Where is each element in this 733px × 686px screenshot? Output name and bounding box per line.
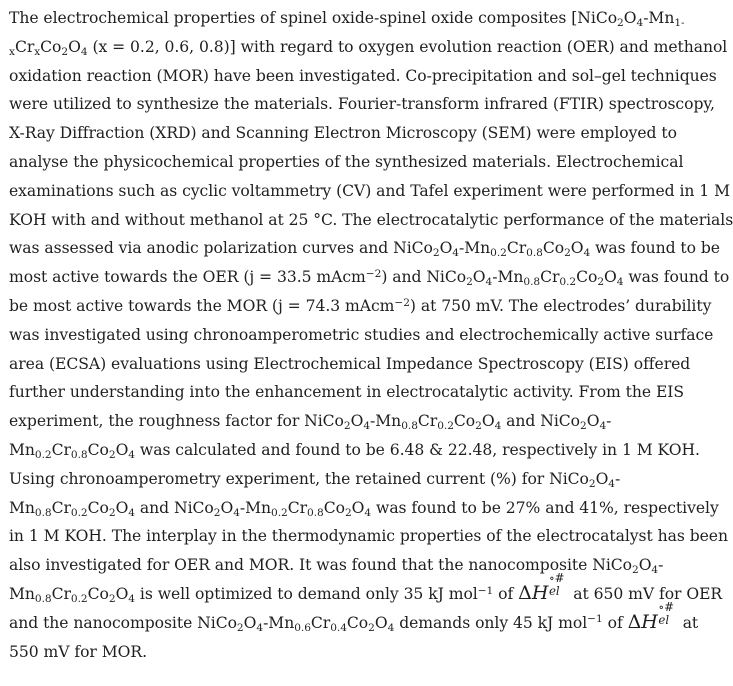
text-run: Co <box>40 37 62 56</box>
subscript: 2 <box>344 506 352 519</box>
text-run: O <box>481 412 495 431</box>
text-run: was found to be 27% and 41%, respectively <box>371 498 719 517</box>
abstract-line <box>9 206 733 235</box>
subscript: 4 <box>583 247 591 260</box>
text-run: O <box>220 498 234 517</box>
subscript: 2 <box>475 420 482 433</box>
text-run: oxidation reaction (MOR) have been investigated. Co-precipitation and sol–gel techniques <box>9 66 717 85</box>
subscript: 2 <box>466 276 473 289</box>
subscript: 4 <box>363 420 371 433</box>
text-run: is well optimized to demand only 35 kJ mol <box>135 584 478 603</box>
subscript: 2 <box>580 420 587 433</box>
text-run: X-Ray Diffraction (XRD) and Scanning Electron Microscopy (SEM) were employed to <box>9 124 677 143</box>
subscript: 2 <box>597 276 605 289</box>
text-run: Co <box>323 498 345 517</box>
text-run: Co <box>87 584 109 603</box>
text-run: analyse the physicochemical properties of the synthesized materials. Electrochemical <box>9 152 684 171</box>
subscript: 0.2 <box>34 448 52 461</box>
abstract-line <box>9 638 714 667</box>
text-run: Cr <box>540 268 560 287</box>
text-run: most active towards the OER (j = 33.5 mAcm <box>9 268 366 287</box>
text-run: be most active towards the MOR (j = 74.3 mAcm <box>9 296 395 315</box>
abstract-line <box>9 551 714 580</box>
math-delta: Δ <box>518 581 532 604</box>
text-run: Co <box>87 440 109 459</box>
abstract-line <box>9 350 714 379</box>
text-run: Mn <box>9 440 35 459</box>
text-run: O <box>604 268 617 287</box>
subscript: 0.8 <box>526 247 543 260</box>
subscript: 2 <box>213 506 221 519</box>
subscript: 2 <box>631 564 639 577</box>
text-run: O <box>115 498 129 517</box>
text-run: -Mn <box>263 613 295 632</box>
abstract-line <box>9 263 730 292</box>
subscript: x <box>34 45 41 58</box>
text-run: further understanding into the enhancement in electrocatalytic activity. From the EIS <box>9 383 685 402</box>
subscript: 0.8 <box>70 448 88 461</box>
math-letter: H <box>641 610 658 633</box>
text-run: of <box>493 584 519 603</box>
subscript: 2 <box>617 16 624 29</box>
subscript: 4 <box>128 448 135 461</box>
text-run: was investigated using chronoamperometric studies and electrochemically active surface <box>9 325 714 344</box>
text-run: O <box>586 412 600 431</box>
text-run: -Mn <box>643 9 675 27</box>
text-run: was found to be <box>590 239 720 258</box>
abstract-line <box>9 321 714 350</box>
text-run: Mn <box>9 584 35 603</box>
text-run: area (ECSA) evaluations using Electrochemical Impedance Spectroscopy (EIS) offered <box>9 354 691 373</box>
text-run: and NiCo <box>501 412 581 431</box>
text-run: ) at 750 mV. The electrodes’ durability <box>409 296 712 315</box>
text-run: -Mn <box>492 268 524 287</box>
text-run: O <box>374 613 388 632</box>
subscript: 4 <box>599 420 607 433</box>
subscript: 2 <box>108 448 116 461</box>
abstract-line <box>9 177 731 206</box>
text-run: Co <box>576 268 598 287</box>
subscript: 0.2 <box>271 506 288 519</box>
text-run: O <box>439 239 453 258</box>
text-run: O <box>638 556 652 575</box>
subscript: 0.2 <box>490 247 507 260</box>
abstract-line <box>9 62 717 91</box>
text-run: O <box>350 412 364 431</box>
subscript: 4 <box>233 506 240 519</box>
subscript: 4 <box>364 506 372 519</box>
text-run: O <box>623 9 637 27</box>
subscript: 0.2 <box>70 592 88 605</box>
subscript: 4 <box>494 420 502 433</box>
subscript: 4 <box>128 506 135 519</box>
text-run: also investigated for OER and MOR. It was found that the nanocomposite NiCo <box>9 556 632 575</box>
text-run: ) and NiCo <box>381 268 467 287</box>
text-run: Cr <box>310 613 331 632</box>
text-run: was found to <box>623 268 730 287</box>
subscript: 0.6 <box>294 621 311 634</box>
text-run: in 1 M KOH. The interplay in the thermodynamic properties of the electrocatalyst has been <box>9 527 728 546</box>
text-run: KOH with and without methanol at 25 °C. The electrocatalytic performance of the materials <box>9 210 733 229</box>
text-run: Cr <box>506 239 527 258</box>
abstract-line <box>9 4 714 33</box>
text-run: were utilized to synthesize the materials. Fourier-transform infrared (FTIR) spectroscopy, <box>9 95 715 114</box>
text-run: experiment, the roughness factor for NiCo <box>9 412 344 431</box>
superscript: −1 <box>587 613 603 626</box>
text-run: Mn <box>9 498 35 517</box>
abstract-line <box>9 571 723 609</box>
text-run: -Mn <box>459 239 491 258</box>
subscript: 4 <box>128 592 135 605</box>
text-run: demands only 45 kJ mol <box>394 613 588 632</box>
text-run: examinations such as cyclic voltammetry (CV) and Tafel experiment were performed in 1 M <box>9 181 731 200</box>
text-run: at <box>677 613 699 632</box>
abstract-line <box>9 148 714 177</box>
subscript: 0.8 <box>307 506 324 519</box>
subscript: 4 <box>608 477 615 490</box>
abstract-line <box>9 33 728 62</box>
subscript: 4 <box>387 621 395 634</box>
subscript: 4 <box>651 564 659 577</box>
subscript: 0.2 <box>559 276 577 289</box>
subscript: 2 <box>61 45 69 58</box>
text-run: O <box>68 37 81 56</box>
text-run: O <box>472 268 486 287</box>
subscript: 4 <box>256 621 264 634</box>
subscript: 0.8 <box>523 276 541 289</box>
math-subscript: el <box>548 584 560 599</box>
subscript: 4 <box>616 276 624 289</box>
abstract-line <box>9 292 714 321</box>
text-run: - <box>658 556 664 575</box>
subscript: 2 <box>343 420 351 433</box>
text-run: O <box>115 584 129 603</box>
abstract-line <box>9 119 714 148</box>
subscript: 2 <box>564 247 571 260</box>
subscript: 2 <box>236 621 244 634</box>
subscript: 0.2 <box>70 506 88 519</box>
text-run: O <box>115 440 129 459</box>
text-run: - <box>615 469 621 488</box>
abstract-line <box>9 378 714 407</box>
subscript: 2 <box>108 506 116 519</box>
text-run: -Mn <box>239 498 272 517</box>
abstract-line <box>9 494 719 523</box>
subscript: 2 <box>368 621 375 634</box>
text-run: Cr <box>51 584 71 603</box>
text-run: Cr <box>14 37 35 56</box>
math-subscript: el <box>658 613 670 628</box>
math-script-stack <box>548 571 568 599</box>
subscript: 4 <box>452 247 459 260</box>
subscript: 0.4 <box>330 621 347 634</box>
text-run: O <box>570 239 584 258</box>
text-run: O <box>595 469 609 488</box>
text-run: 550 mV for MOR. <box>9 642 147 661</box>
subscript: 2 <box>588 477 596 490</box>
superscript: −2 <box>394 296 410 309</box>
abstract-line <box>9 522 728 551</box>
math-script-stack <box>658 600 678 628</box>
abstract-line <box>9 90 714 119</box>
text-run: was assessed via anodic polarization curves and NiCo <box>9 239 433 258</box>
abstract-line <box>9 465 714 494</box>
text-run: at 650 mV for OER <box>568 584 723 603</box>
superscript: −2 <box>365 267 382 280</box>
math-superscript: ∘# <box>658 600 674 615</box>
text-run: Cr <box>51 440 71 459</box>
text-run: Co <box>87 498 109 517</box>
text-run: Co <box>542 239 565 258</box>
subscript: 0.8 <box>401 420 418 433</box>
abstract-line <box>9 407 714 436</box>
text-run: O <box>243 613 257 632</box>
text-run: Using chronoamperometry experiment, the retained current (%) for NiCo <box>9 469 589 488</box>
abstract-line <box>9 234 720 263</box>
math-delta: Δ <box>627 610 642 633</box>
subscript: 2 <box>108 592 116 605</box>
subscript: 0.2 <box>437 420 454 433</box>
subscript: 4 <box>485 276 493 289</box>
text-run: Cr <box>417 412 438 431</box>
text-run: (x = 0.2, 0.6, 0.8)] with regard to oxygen evolution reaction (OER) and methanol <box>87 37 728 56</box>
text-run: -Mn <box>370 412 402 431</box>
subscript: 0.8 <box>34 506 52 519</box>
subscript: 0.8 <box>34 592 52 605</box>
text-run: and NiCo <box>135 498 214 517</box>
superscript: −1 <box>477 584 494 597</box>
text-run: and the nanocomposite NiCo <box>9 613 237 632</box>
abstract-line <box>9 600 714 638</box>
text-run: O <box>351 498 365 517</box>
text-run: Cr <box>51 498 71 517</box>
subscript: 4 <box>80 45 88 58</box>
text-run: Cr <box>287 498 308 517</box>
text-run: was calculated and found to be 6.48 & 22.48, respectively in 1 M KOH. <box>135 440 700 459</box>
text-run: The electrochemical properties of spinel oxide-spinel oxide composites [NiCo <box>9 9 618 27</box>
math-letter: H <box>531 581 549 604</box>
text-run: - <box>606 412 612 431</box>
enthalpy-symbol <box>518 571 568 604</box>
text-run: Co <box>453 412 476 431</box>
subscript: 4 <box>636 16 644 29</box>
text-run: of <box>602 613 628 632</box>
text-run: Co <box>346 613 369 632</box>
subscript: 2 <box>432 247 440 260</box>
math-superscript: ∘# <box>548 571 565 586</box>
subscript: x <box>9 45 15 58</box>
abstract-line <box>9 436 714 465</box>
subscript: 1- <box>674 16 685 29</box>
enthalpy-symbol <box>627 600 678 633</box>
